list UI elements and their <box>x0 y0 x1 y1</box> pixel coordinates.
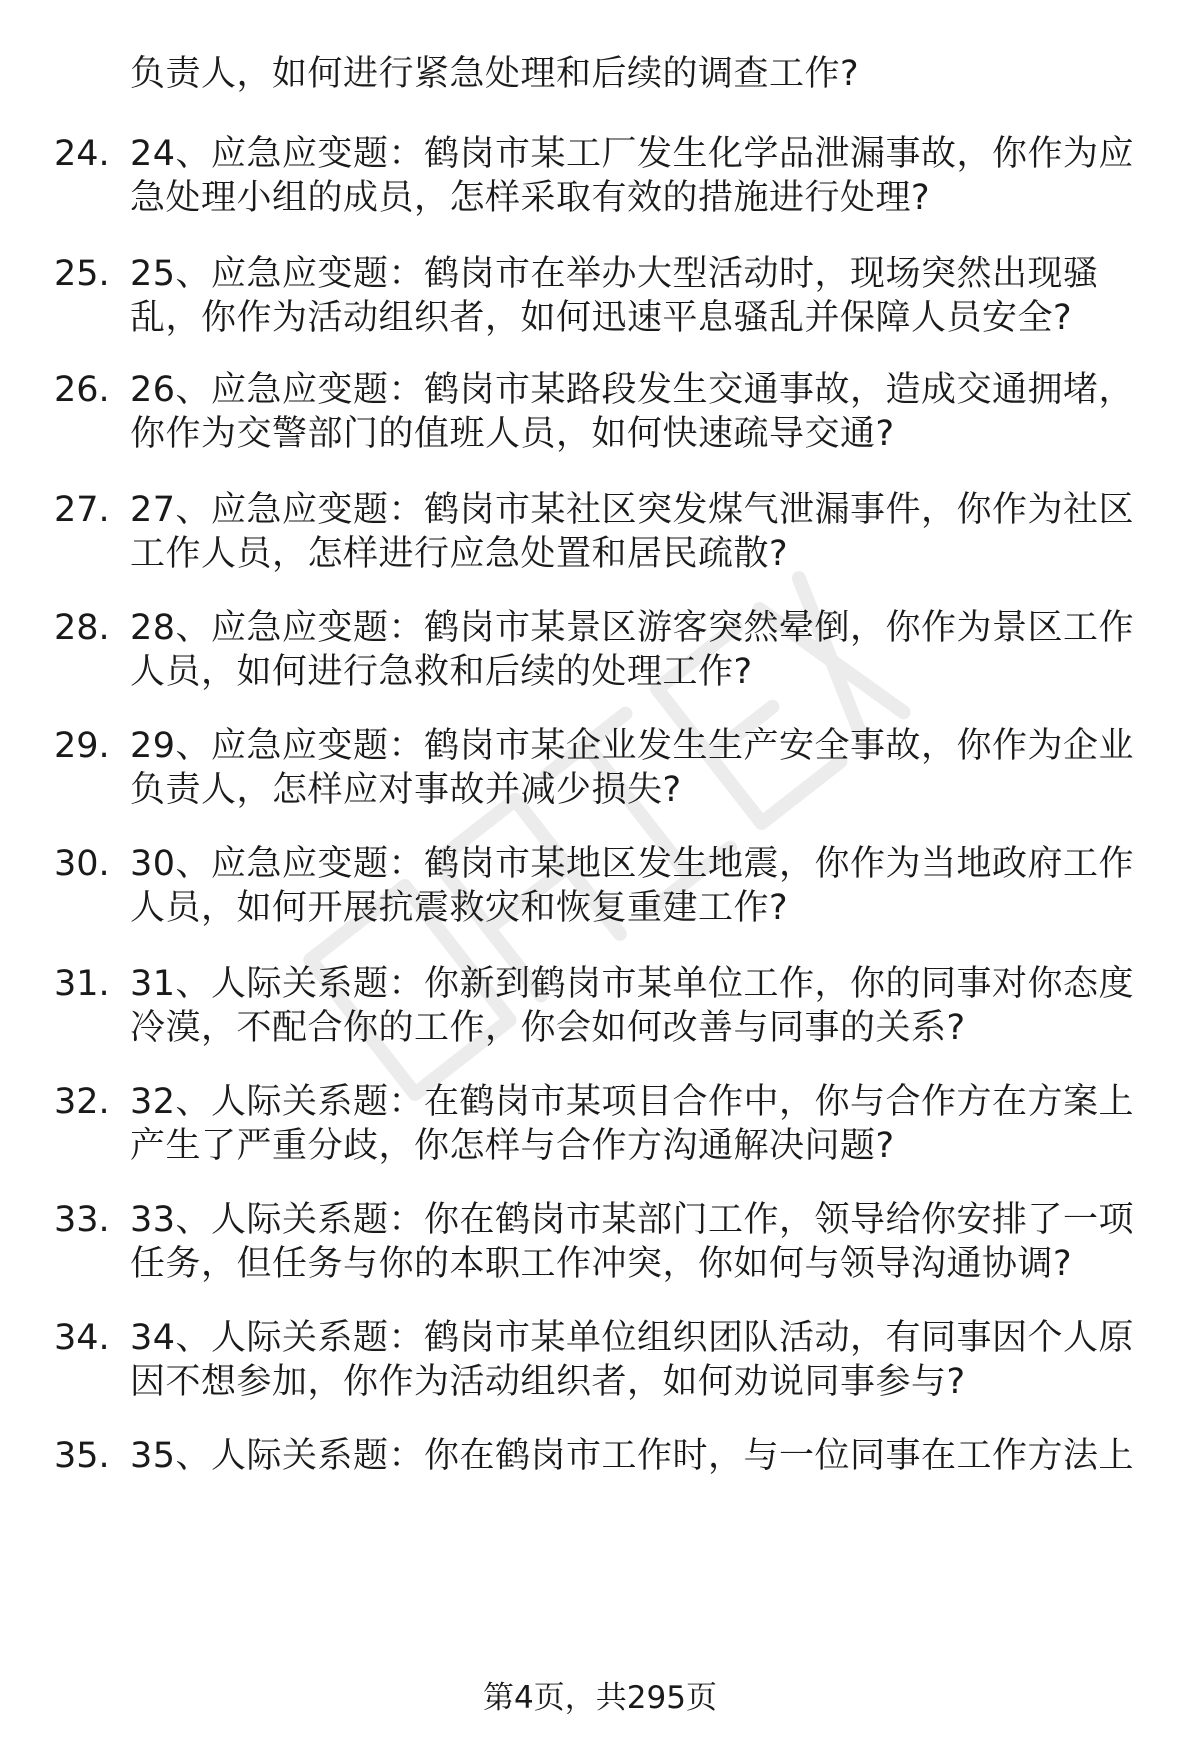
list-item-line: 29、应急应变题：鹤岗市某企业发生生产安全事故，你作为企业 <box>130 726 1135 766</box>
list-item-line: 25、应急应变题：鹤岗市在举办大型活动时，现场突然出现骚 <box>130 254 1099 294</box>
list-item-number: 33. <box>54 1200 110 1240</box>
list-item-number: 25. <box>54 254 110 294</box>
list-item-line: 人员，如何进行急救和后续的处理工作? <box>130 652 753 692</box>
continuation-line: 负责人，如何进行紧急处理和后续的调查工作? <box>130 54 860 94</box>
list-item-number: 27. <box>54 490 110 530</box>
list-item-line: 27、应急应变题：鹤岗市某社区突发煤气泄漏事件，你作为社区 <box>130 490 1135 530</box>
list-item-line: 产生了严重分歧，你怎样与合作方沟通解决问题? <box>130 1126 895 1166</box>
list-item-line: 任务，但任务与你的本职工作冲突，你如何与领导沟通协调? <box>130 1244 1073 1284</box>
list-item-line: 24、应急应变题：鹤岗市某工厂发生化学品泄漏事故，你作为应 <box>130 134 1135 174</box>
list-item-number: 34. <box>54 1318 110 1358</box>
list-item-line: 乱，你作为活动组织者，如何迅速平息骚乱并保障人员安全? <box>130 298 1073 338</box>
list-item-number: 32. <box>54 1082 110 1122</box>
list-item-line: 26、应急应变题：鹤岗市某路段发生交通事故，造成交通拥堵， <box>130 370 1135 410</box>
list-item-line: 冷漠，不配合你的工作，你会如何改善与同事的关系? <box>130 1008 966 1048</box>
list-item-number: 30. <box>54 844 110 884</box>
list-item-number: 28. <box>54 608 110 648</box>
list-item-number: 31. <box>54 964 110 1004</box>
list-item-line: 32、人际关系题：在鹤岗市某项目合作中，你与合作方在方案上 <box>130 1082 1135 1122</box>
page-footer: 第4页，共295页 <box>483 1680 717 1716</box>
list-item-number: 24. <box>54 134 110 174</box>
list-item-line: 你作为交警部门的值班人员，如何快速疏导交通? <box>130 414 895 454</box>
list-item-line: 28、应急应变题：鹤岗市某景区游客突然晕倒，你作为景区工作 <box>130 608 1135 648</box>
list-item-number: 26. <box>54 370 110 410</box>
list-item-line: 33、人际关系题：你在鹤岗市某部门工作，领导给你安排了一项 <box>130 1200 1135 1240</box>
list-item-line: 35、人际关系题：你在鹤岗市工作时，与一位同事在工作方法上 <box>130 1436 1135 1476</box>
list-item-number: 35. <box>54 1436 110 1476</box>
list-item-line: 工作人员，怎样进行应急处置和居民疏散? <box>130 534 789 574</box>
list-item-line: 31、人际关系题：你新到鹤岗市某单位工作，你的同事对你态度 <box>130 964 1135 1004</box>
list-item-line: 30、应急应变题：鹤岗市某地区发生地震，你作为当地政府工作 <box>130 844 1135 884</box>
list-item-line: 34、人际关系题：鹤岗市某单位组织团队活动，有同事因个人原 <box>130 1318 1135 1358</box>
list-item-line: 人员，如何开展抗震救灾和恢复重建工作? <box>130 888 789 928</box>
list-item-line: 急处理小组的成员，怎样采取有效的措施进行处理? <box>130 178 931 218</box>
list-item-line: 因不想参加，你作为活动组织者，如何劝说同事参与? <box>130 1362 966 1402</box>
list-item-number: 29. <box>54 726 110 766</box>
list-item-line: 负责人，怎样应对事故并减少损失? <box>130 770 682 810</box>
